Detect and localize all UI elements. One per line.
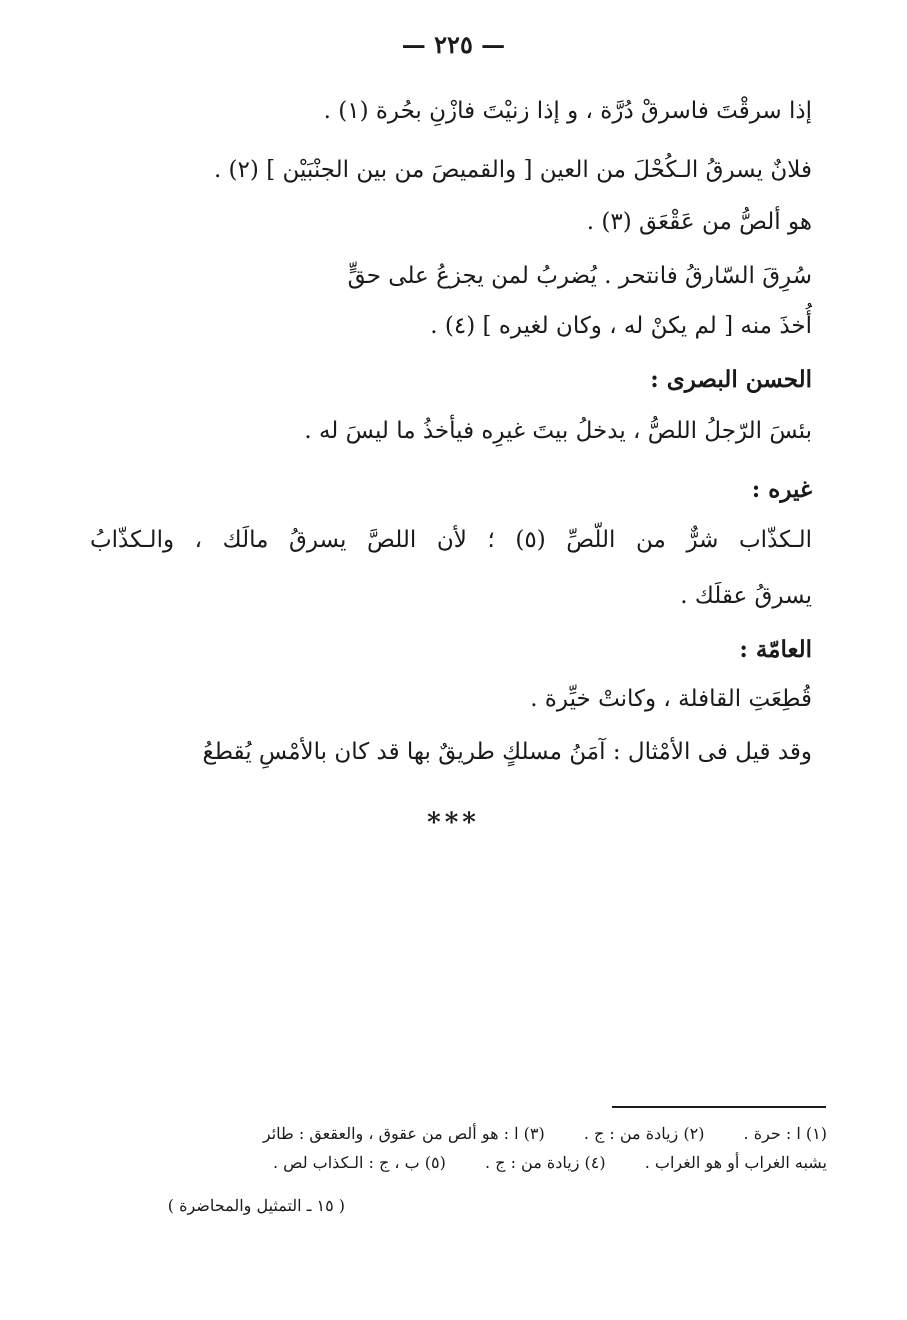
text-line: إذا سرقْتَ فاسرقْ دُرَّة ، و إذا زنيْتَ فازْنِ بحُرة (١) .	[323, 98, 812, 124]
footnote: (٣) ا : هو ألص من عقوق ، والعقعق : طائر	[262, 1124, 545, 1143]
section-separator: ***	[427, 808, 480, 838]
footnote: يشبه الغراب أو هو الغراب .	[644, 1153, 827, 1172]
text-line: سُرِقَ السّارقُ فانتحر . يُضربُ لمن يجزعُ على حقٍّ	[347, 263, 812, 289]
footnote-row	[95, 1124, 827, 1143]
footnote: (١) ا : حرة .	[743, 1124, 827, 1143]
speaker-heading: العامّة :	[739, 636, 812, 663]
text-line: الـكذّاب شرٌّ من اللّصِّ (٥) ؛ لأن اللصَّ يسرقُ مالَك ، والـكذّابُ	[90, 527, 812, 553]
footnote: (٢) زيادة من : ج .	[583, 1124, 705, 1143]
speaker-heading: الحسن البصرى :	[650, 366, 812, 393]
text-line: هو ألصُّ من عَقْعَق (٣) .	[586, 209, 812, 235]
text-line: أُخذَ منه [ لم يكنْ له ، وكان لغيره ] (٤) .	[430, 313, 812, 339]
text-line: فلانٌ يسرقُ الـكُحْلَ من العين [ والقميصَ من بين الجنْبَيْن ] (٢) .	[213, 157, 812, 183]
footnote: (٤) زيادة من : ج .	[484, 1153, 606, 1172]
footnote-row	[95, 1153, 827, 1172]
speaker-heading: غيره :	[751, 476, 812, 503]
page-number: — ٢٢٥ —	[401, 30, 506, 59]
footnote-rule	[612, 1106, 826, 1108]
footnote: (٥) ب ، ج : الـكذاب لص .	[272, 1153, 446, 1172]
signature-mark: ( ١٥ ـ التمثيل والمحاضرة )	[167, 1196, 345, 1215]
text-line: قُطِعَتِ القافلة ، وكانتْ خيِّرة .	[530, 686, 812, 712]
text-line: بئسَ الرّجلُ اللصُّ ، يدخلُ بيتَ غيرِه فيأخذُ ما ليسَ له .	[304, 418, 812, 444]
text-line: يسرقُ عقلَك .	[680, 583, 812, 609]
verse-line: وقد قيل فى الأمْثال : آمَنُ مسلكٍ طريقٌ بها قد كان بالأمْسِ يُقطعُ	[202, 739, 812, 765]
